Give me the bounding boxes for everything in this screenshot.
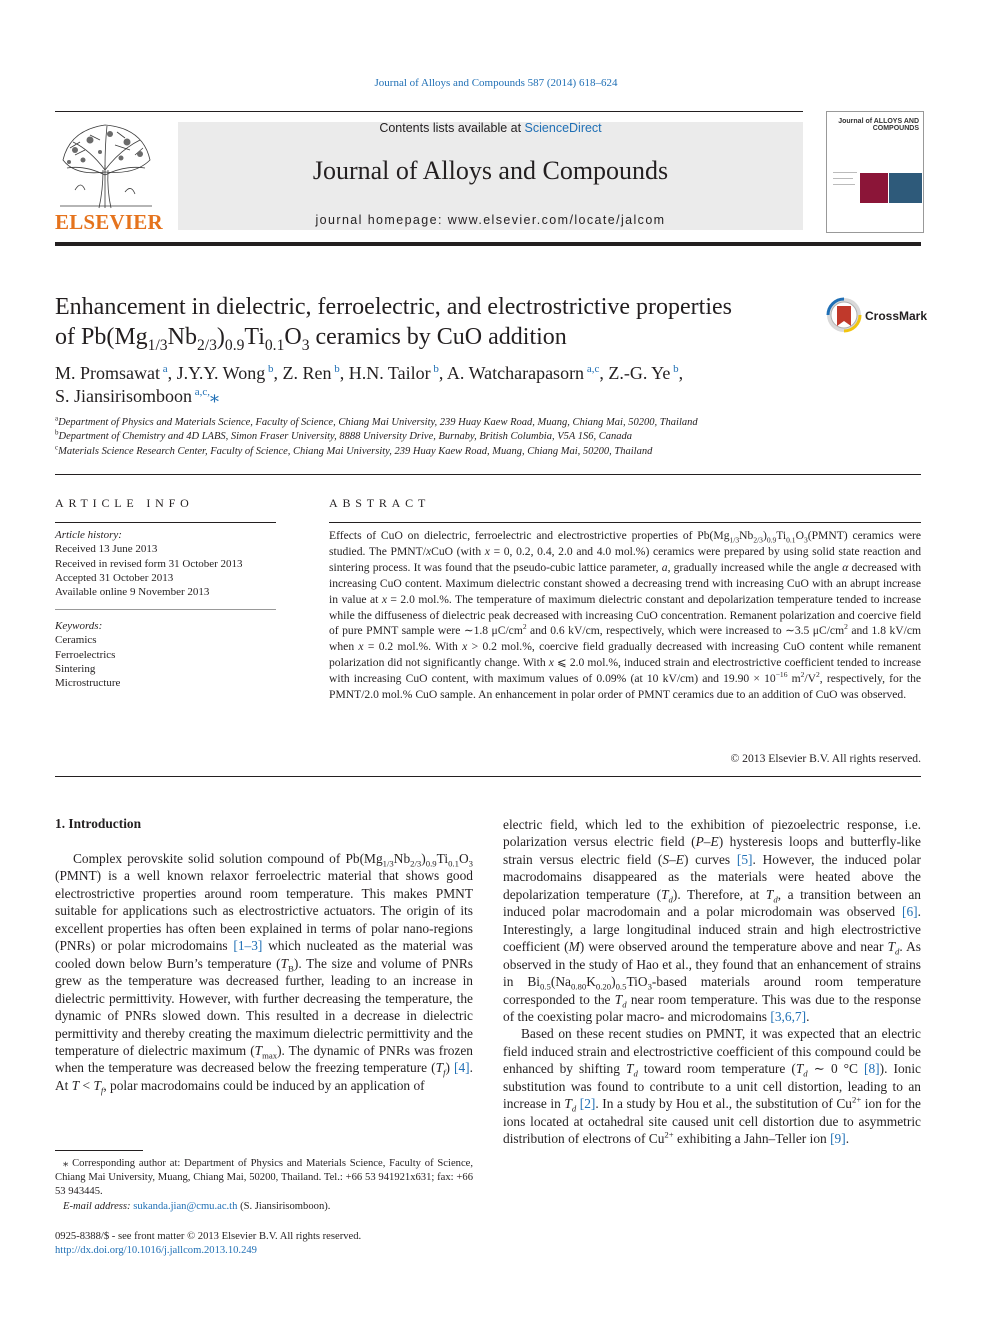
header-thick-rule: [55, 242, 921, 246]
affiliation-mark: c: [55, 443, 59, 452]
cover-title: Journal of ALLOYS AND COMPOUNDS: [838, 118, 919, 132]
journal-cover-thumbnail[interactable]: [826, 111, 924, 233]
article-info-rule: [55, 522, 276, 523]
cover-color-block-blue: [889, 173, 922, 203]
article-history: [55, 528, 276, 599]
crossmark-label[interactable]: CrossMark: [865, 309, 928, 323]
homepage-url[interactable]: www.elsevier.com/locate/jalcom: [447, 213, 666, 227]
email-link[interactable]: sukanda.jian@cmu.ac.th: [133, 1201, 238, 1212]
abstract-heading: ABSTRACT: [329, 496, 431, 510]
footnote-rule: [55, 1150, 143, 1151]
affiliation-a: [55, 414, 698, 428]
keywords-rule: [55, 609, 276, 610]
journal-title: Journal of Alloys and Compounds: [312, 156, 669, 185]
journal-banner: [178, 122, 803, 230]
history-accepted: Accepted 31 October 2013: [55, 571, 174, 584]
cover-line: [833, 184, 855, 185]
contents-available-line: [178, 121, 803, 135]
abstract-text: Effects of CuO on dielectric, ferroelectric and electrostrictive properties of $Pb(Mg_{1/3}Nb_{2/3})_{0.9}Ti_{0.1}O_3(PMNT)$ ceramics were studied. The PMNT/xCuO (with x = 0, 0.2, 0.4, 2.0 and 4.0 mol.%) ceramics were prepared by using solid state reaction and sintering process. It was found that the pseudo-cubic lattice parameter, a, gradually increased while the angle α decreased with increasing CuO content. Maximum dielectric constant showed a decreasing trend with increasing CuO with an abrupt increase in value at x = 2.0 mol.%. The temperature of maximum dielectric constant and depolarization temperature tended to increase while the diffuseness of dielectric peak decreased with increasing CuO concentration. Remanent polarization and coercive field of pure PMNT sample were ∼1.8 $\mu C/cm^2$ and 0.6 kV/cm, respectively, which were increased to ∼3.5 $\mu C/cm^2$ and 1.8 kV/cm when x = 0.2 mol.%. With x > 0.2 mol.%, coercive field gradually decreased with increasing CuO content while remanent polarization did not significantly change. With x ⩽ 2.0 mol.%, induced strain and electrostrictive coefficient tended to increase with increasing CuO content, with maximum values of 0.09% (at 10 kV/cm) and $19.90 \times 10^{-16}$ $m^2/V^2$, respectively, for the PMNT/2.0 mol.% CuO sample. An enhancement in polar order of PMNT ceramics due to an addition of CuO was observed.: [329, 529, 922, 702]
abstract-rule: [329, 522, 921, 523]
article-info-heading: ARTICLE INFO: [55, 496, 194, 510]
doi-link[interactable]: http://dx.doi.org/10.1016/j.jallcom.2013.10.249: [55, 1245, 257, 1256]
keyword: Ferroelectrics: [55, 648, 116, 661]
affiliation-text: Materials Science Research Center, Faculty of Science, Chiang Mai University, 239 Huay Kaew Road, Muang, Chiang Mai, 50200, Thailand: [58, 446, 653, 457]
corresponding-author-footnote: ⁎ Corresponding author at: Department of Physics and Materials Science, Faculty of Science, Chiang Mai University, Muang, Chiang Mai, 50200, Thailand. Tel.: +66 53 941921x631; fax: +66 53 943445.: [55, 1158, 473, 1198]
header-rule: [55, 111, 803, 112]
abstract-bottom-rule: [55, 776, 921, 777]
elsevier-tree-logo: [55, 120, 157, 210]
cover-color-block-red: [860, 173, 888, 203]
homepage-prefix: journal homepage:: [315, 213, 448, 227]
affiliation-text: Department of Chemistry and 4D LABS, Simon Fraser University, 8888 University Drive, Burnaby, British Columbia, V5A 1S6, Canada: [58, 431, 632, 442]
author-list: M. Promsawat $^a$, J.Y.Y. Wong $^b$, Z. Ren $^b$, H.N. Tailor $^b$, A. Watcharapasorn $^{a,c}$, Z.-G. Ye $^b$, S. Jiansirisomboon $^{a,c,}$⁎: [55, 363, 684, 406]
issn-line: 0925-8388/$ - see front matter © 2013 Elsevier B.V. All rights reserved.: [55, 1231, 362, 1242]
history-revised: Received in revised form 31 October 2013: [55, 557, 243, 570]
cover-line: [833, 172, 857, 173]
journal-reference-link[interactable]: Journal of Alloys and Compounds 587 (2014) 618–624: [374, 77, 618, 89]
section-heading-introduction: 1. Introduction: [55, 816, 142, 831]
title-rule: [55, 474, 921, 475]
keyword: Microstructure: [55, 677, 121, 690]
keywords-label: Keywords:: [55, 620, 103, 632]
contents-prefix: Contents lists available at: [379, 121, 525, 135]
title-line-1: Enhancement in dielectric, ferroelectric, and electrostrictive properties: [55, 294, 732, 320]
history-label: Article history:: [55, 529, 122, 541]
title-line-2: of $Pb(Mg_{1/3}Nb_{2/3})_{0.9}Ti_{0.1}O_3$ ceramics by CuO addition: [55, 324, 567, 354]
body-left-column: Complex perovskite solid solution compound of $Pb(Mg_{1/3}Nb_{2/3})_{0.9}Ti_{0.1}O_3$ (PMNT) is a well known relaxor ferroelectric material that shows good electrostrictive properties around room temperature. This makes PMNT suitable for applications such as electrostrictive actuators. The origin of its excellent properties has often been explained in terms of polar nano-regions (PNRs) or polar microdomains [1–3] which nucleated as the material was cooled down below Burn’s temperature $(T_B)$. The size and volume of PNRs grew as the temperature was decreased further, leading to an increase in dielectric permittivity. However, with further decreasing the temperature, the dynamic of PNRs slowed down. This resulted in a decrease in dielectric permittivity and thereby creating the maximum dielectric permittivity and the temperature of dielectric maximum $(T_{max})$. The dynamic of PNRs was frozen when the temperature was decreased below the freezing temperature $(T_f)$ [4]. At $T < T_f$, polar macrodomains could be induced by an application of: [55, 851, 474, 1096]
article-title: [55, 292, 815, 352]
keywords: [55, 619, 276, 690]
affiliation-mark: b: [55, 428, 59, 437]
affiliation-b: [55, 428, 632, 442]
journal-homepage: [178, 213, 803, 227]
keyword: Ceramics: [55, 634, 97, 647]
email-label: E-mail address:: [63, 1201, 131, 1212]
elsevier-wordmark[interactable]: ELSEVIER: [55, 210, 163, 234]
keyword: Sintering: [55, 662, 96, 675]
sciencedirect-link[interactable]: ScienceDirect: [524, 121, 602, 135]
history-online: Available online 9 November 2013: [55, 586, 210, 599]
crossmark-icon[interactable]: [826, 297, 862, 333]
affiliation-c: [55, 443, 653, 457]
body-right-column: electric field, which led to the exhibition of piezoelectric response, i.e. polarization versus electric field (P–E) hysteresis loops and butterfly-like strain versus electric field (S–E) curves [5]. However, the induced polar macrodomains disappeared as the materials were heated above the depolarization temperature $(T_d)$. Therefore, at $T_d$, a transition between an induced polar macrodomain and a polar microdomain was observed [6]. Interestingly, a large longitudinal induced strain and high electrostrictive coefficient (M) were observed around the temperature above and near $T_d$. As observed in the study of Hao et al., they found that an enhancement of strains in $Bi_{0.5}(Na_{0.80}K_{0.20})_{0.5}TiO_3$-based materials around room temperature corresponded to the $T_d$ near room temperature. This was due to the response of the coexisting polar macro- and microdomains [3,6,7]. Based on these recent studies on PMNT, it was expected that an electric field induced strain and electrostrictive coefficient of this compound could be enhanced by shifting $T_d$ toward room temperature ($T_d$ ∼ 0 °C [8]). Ionic substitution was found to contribute to a unit cell distortion, leading to an increase in $T_d$ [2]. In a study by Hou et al., the substitution of $Cu^{2+}$ ion for the ions located at octahedral site caused unit cell distortion due to asymmetric distribution of electrons of $Cu^{2+}$ exhibiting a Jahn–Teller ion [9].: [503, 817, 922, 1147]
affiliation-text: Department of Physics and Materials Science, Faculty of Science, Chiang Mai University, 239 Huay Kaew Road, Muang, Chiang Mai, 50200, Thailand: [58, 417, 698, 428]
abstract-copyright: © 2013 Elsevier B.V. All rights reserved.: [730, 752, 921, 765]
affiliation-mark: a: [55, 414, 59, 423]
email-footnote: [63, 1200, 473, 1214]
cover-line: [833, 178, 853, 179]
history-received: Received 13 June 2013: [55, 543, 158, 556]
email-suffix: (S. Jiansirisomboon).: [237, 1201, 331, 1212]
